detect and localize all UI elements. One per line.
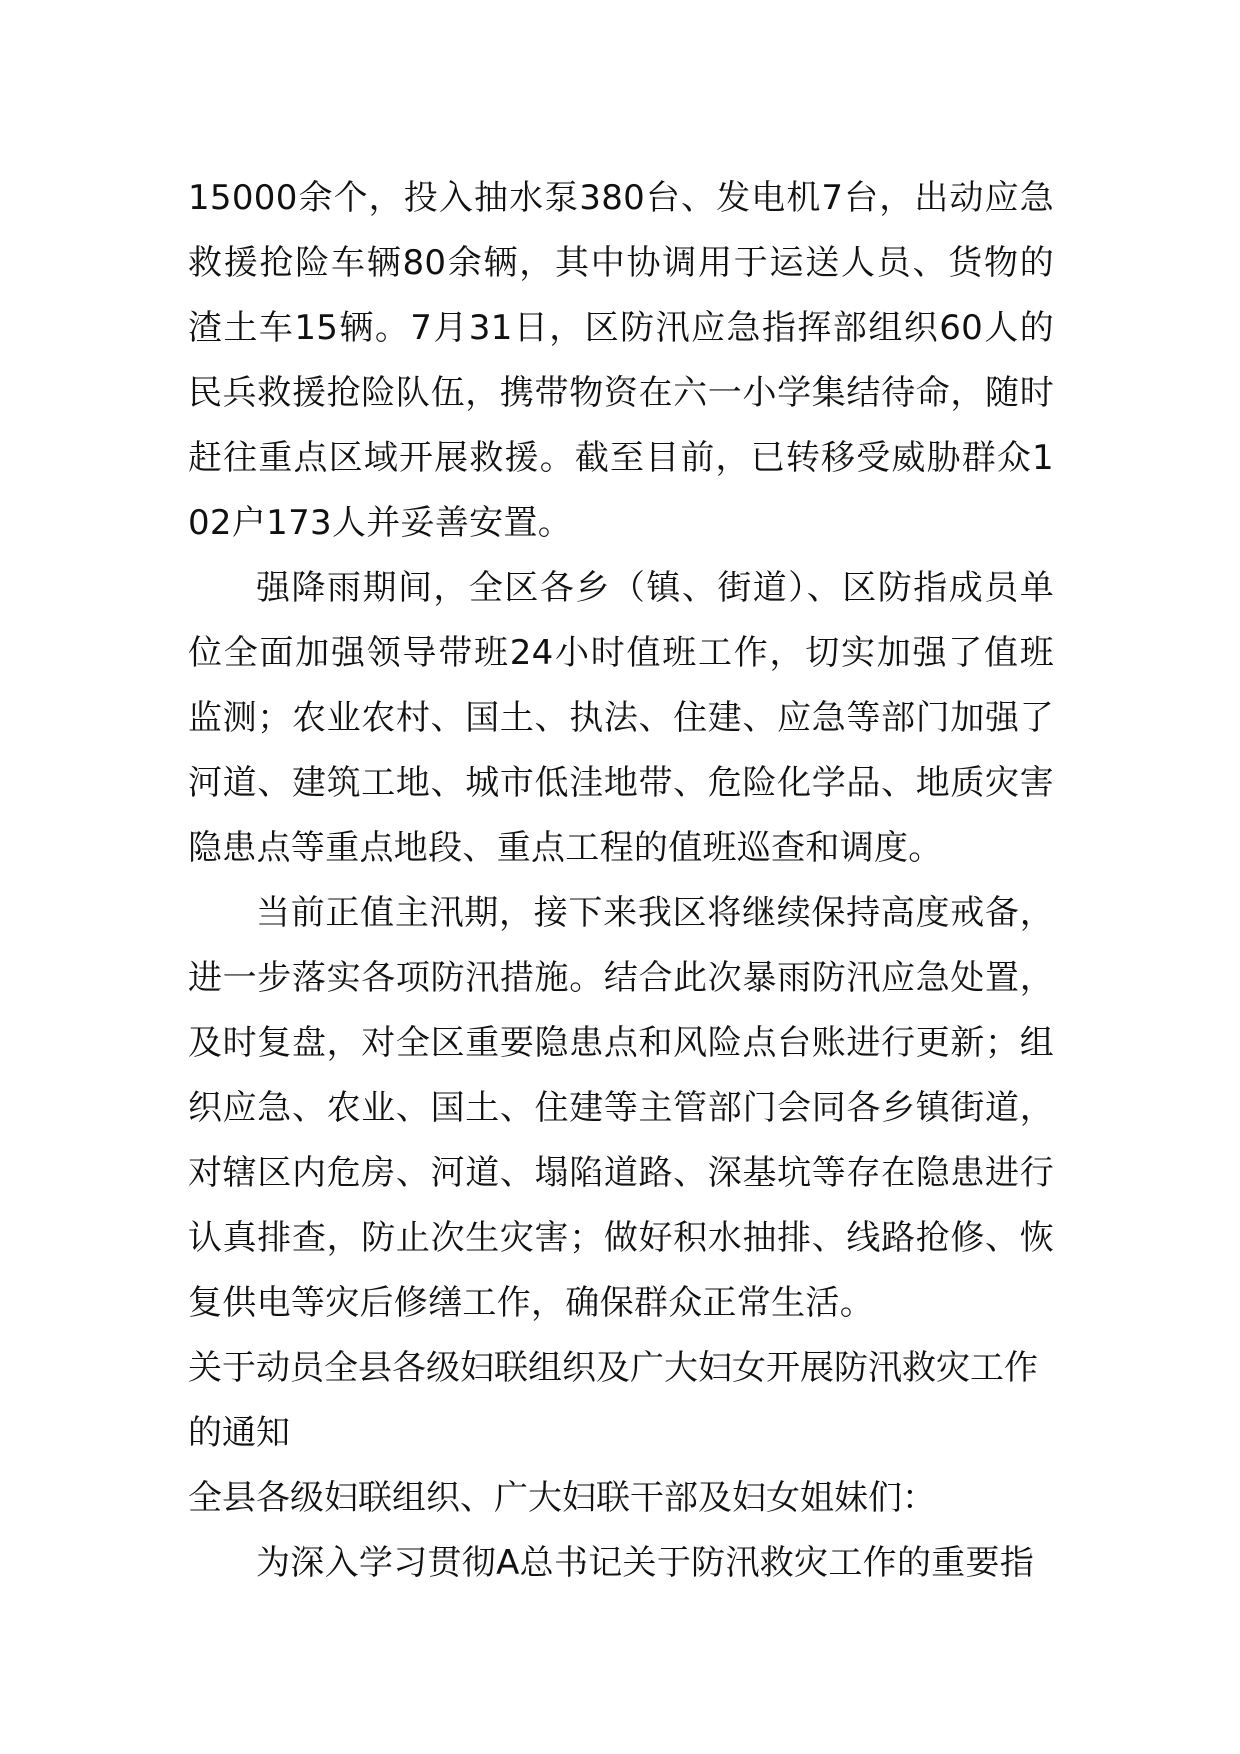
paragraph-next-steps: 当前正值主汛期，接下来我区将继续保持高度戒备，进一步落实各项防汛措施。结合此次暴雨防汛应急处置，及时复盘，对全区重要隐患点和风险点台账进行更新；组织应急、农业、国土、住建等主管部门会同各乡镇街道，对辖区内危房、河道、塌陷道路、深基坑等存在隐患进行认真排查，防止次生灾害；做好积水抽排、线路抢修、恢复供电等灾后修缮工作，确保群众正常生活。 <box>188 893 1054 1323</box>
opening-paragraph: 为深入学习贯彻A总书记关于防汛救灾工作的重要指 <box>256 1543 1035 1583</box>
document-page <box>188 166 1054 1596</box>
paragraph-duty-monitoring: 强降雨期间，全区各乡（镇、街道）、区防指成员单位全面加强领导带班24小时值班工作，切实加强了值班监测；农业农村、国土、执法、住建、应急等部门加强了河道、建筑工地、城市低洼地带、危险化学品、地质灾害隐患点等重点地段、重点工程的值班巡查和调度。 <box>188 568 1054 868</box>
notice-title: 关于动员全县各级妇联组织及广大妇女开展防汛救灾工作的通知 <box>188 1348 1038 1453</box>
paragraph-rescue-resources: 15000余个，投入抽水泵380台、发电机7台，出动应急救援抢险车辆80余辆，其中协调用于运送人员、货物的渣土车15辆。7月31日，区防汛应急指挥部组织60人的民兵救援抢险队伍，携带物资在六一小学集结待命，随时赶往重点区域开展救援。截至目前，已转移受威胁群众102户173人并妥善安置。 <box>188 178 1054 543</box>
salutation: 全县各级妇联组织、广大妇联干部及妇女姐妹们： <box>188 1478 936 1518</box>
